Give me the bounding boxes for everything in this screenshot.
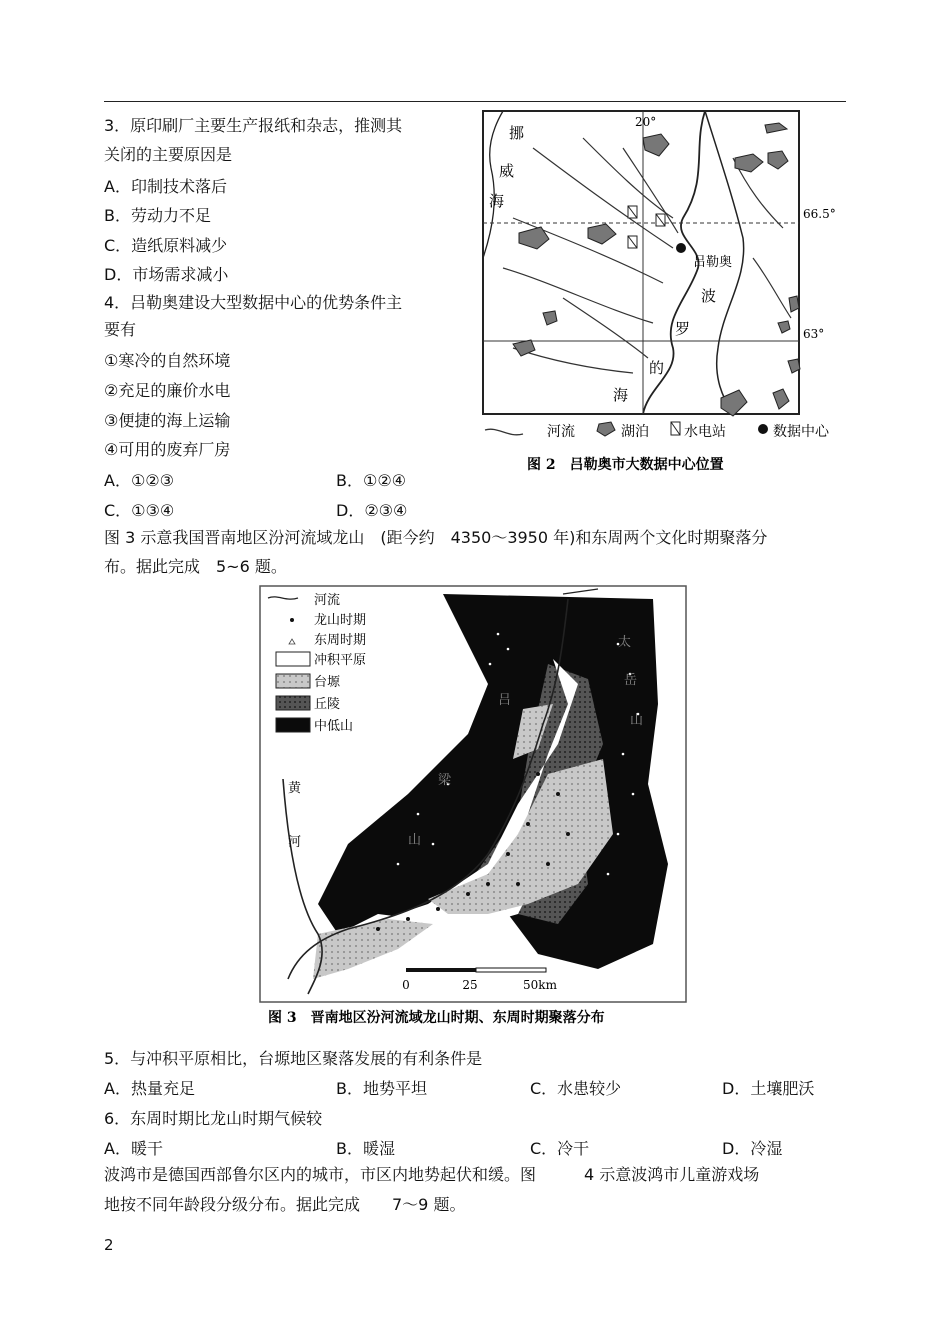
page-number: 2: [104, 1236, 114, 1254]
q4-option-b[interactable]: B．①②④: [336, 471, 407, 490]
lat-63-label: 63°: [803, 327, 825, 341]
legend-longshan-text: 龙山时期: [314, 613, 367, 628]
legend-river-label: 河流: [547, 424, 575, 440]
q4-option-d[interactable]: D．②③④: [336, 501, 408, 520]
q4-item-3: ③便捷的海上运输: [104, 411, 231, 430]
q5-stem: 5．与冲积平原相比，台塬地区聚落发展的有利条件是: [104, 1049, 483, 1068]
q3-stem-line1: 3．原印刷厂主要生产报纸和杂志，推测其: [104, 116, 403, 135]
figure-2-lulea-map: [473, 108, 845, 480]
legend-tableland-text: 台塬: [314, 675, 341, 690]
legend-lake-icon: [597, 422, 615, 436]
mountain-left-char-2: 梁: [438, 773, 452, 788]
legend-datacenter-icon: [758, 424, 768, 434]
legend-longshan-dot: [290, 618, 294, 622]
mountain-left-char-3: 山: [408, 833, 422, 848]
sea-right-char-3: 的: [649, 359, 665, 377]
q3-option-b[interactable]: B．劳动力不足: [104, 206, 211, 225]
q4-item-2: ②充足的廉价水电: [104, 381, 231, 400]
intro-5-6-line1: 图 3 示意我国晋南地区汾河流域龙山 (距今约 4350～3950 年)和东周两个文化时期聚落分: [104, 528, 768, 547]
q4-item-4: ④可用的废弃厂房: [104, 440, 231, 459]
sea-left-char-1: 挪: [509, 124, 525, 142]
legend-lake-label: 湖泊: [621, 424, 649, 440]
figure-3-map-graphic: [258, 584, 690, 1030]
scale-bar-left: [406, 968, 476, 972]
figure-2-caption: 图 2 吕勒奥市大数据中心位置: [527, 457, 724, 473]
legend-hills-text: 丘陵: [314, 697, 341, 712]
q4-stem-line1: 4．吕勒奥建设大型数据中心的优势条件主: [104, 293, 403, 312]
legend-river-text: 河流: [314, 593, 341, 608]
mountain-left-char-1: 吕: [498, 693, 512, 708]
sea-left-char-2: 威: [499, 162, 515, 180]
sea-right-char-1: 波: [701, 287, 717, 305]
mountain-right-char-1: 太: [618, 635, 632, 650]
city-label-lulea: 吕勒奥: [693, 255, 733, 270]
q5-option-b[interactable]: B．地势平坦: [336, 1079, 427, 1098]
figure-3-fen-river-map: [258, 584, 690, 1030]
scale-label-25: 25: [462, 978, 478, 992]
q4-stem-line2: 要有: [104, 320, 137, 339]
q3-option-d[interactable]: D．市场需求减小: [104, 265, 229, 284]
legend-hills-box: [276, 696, 310, 710]
q5-option-c[interactable]: C．水患较少: [530, 1079, 622, 1098]
q3-stem-line2: 关闭的主要原因是: [104, 145, 233, 164]
legend-river-icon: [485, 429, 523, 435]
q6-option-a[interactable]: A．暖干: [104, 1139, 163, 1158]
legend-mountain-box: [276, 718, 310, 732]
sea-left-char-3: 海: [489, 192, 505, 210]
mountain-right-char-3: 山: [630, 713, 644, 728]
q6-option-d[interactable]: D．冷湿: [722, 1139, 783, 1158]
legend-hydro-label: 水电站: [684, 424, 726, 440]
data-center-dot: [676, 243, 686, 253]
q6-option-c[interactable]: C．冷干: [530, 1139, 590, 1158]
q4-option-c[interactable]: C．①③④: [104, 501, 175, 520]
yellow-river-char-2: 河: [288, 835, 302, 850]
legend-datacenter-label: 数据中心: [773, 424, 829, 440]
legend-plain-text: 冲积平原: [314, 653, 367, 668]
lat-66-label: 66.5°: [803, 207, 836, 221]
q5-option-d[interactable]: D．土壤肥沃: [722, 1079, 815, 1098]
legend-eastzhou-text: 东周时期: [314, 633, 367, 648]
q4-item-1: ①寒冷的自然环境: [104, 351, 231, 370]
q4-option-a[interactable]: A．①②③: [104, 471, 174, 490]
legend-mountain-text: 中低山: [314, 719, 354, 734]
q6-stem: 6．东周时期比龙山时期气候较: [104, 1109, 323, 1128]
figure-2-map-graphic: [473, 108, 845, 480]
legend-tableland-box: [276, 674, 310, 688]
sea-right-char-2: 罗: [675, 320, 691, 338]
legend-plain-box: [276, 652, 310, 666]
intro-7-9-line2: 地按不同年龄段分级分布。据此完成 7～9 题。: [104, 1195, 466, 1214]
mountain-right-char-2: 岳: [624, 673, 638, 688]
q3-option-a[interactable]: A．印制技术落后: [104, 177, 227, 196]
q6-option-b[interactable]: B．暖湿: [336, 1139, 395, 1158]
fig3-legend: [262, 588, 412, 748]
scale-bar-right: [476, 968, 546, 972]
intro-5-6-line2: 布。据此完成 5~6 题。: [104, 557, 287, 576]
sea-right-char-4: 海: [613, 386, 629, 404]
yellow-river-char-1: 黄: [288, 781, 302, 796]
header-rule: [104, 101, 846, 102]
scale-label-0: 0: [402, 978, 410, 992]
q3-option-c[interactable]: C．造纸原料减少: [104, 236, 228, 255]
lon-20-label: 20°: [635, 115, 657, 129]
q5-option-a[interactable]: A．热量充足: [104, 1079, 195, 1098]
figure-3-caption: 图 3 晋南地区汾河流域龙山时期、东周时期聚落分布: [268, 1010, 605, 1026]
intro-7-9-line1: 波鸿市是德国西部鲁尔区内的城市，市区内地势起伏和缓。图 4 示意波鸿市儿童游戏场: [104, 1165, 760, 1184]
scale-label-50: 50km: [523, 978, 557, 992]
